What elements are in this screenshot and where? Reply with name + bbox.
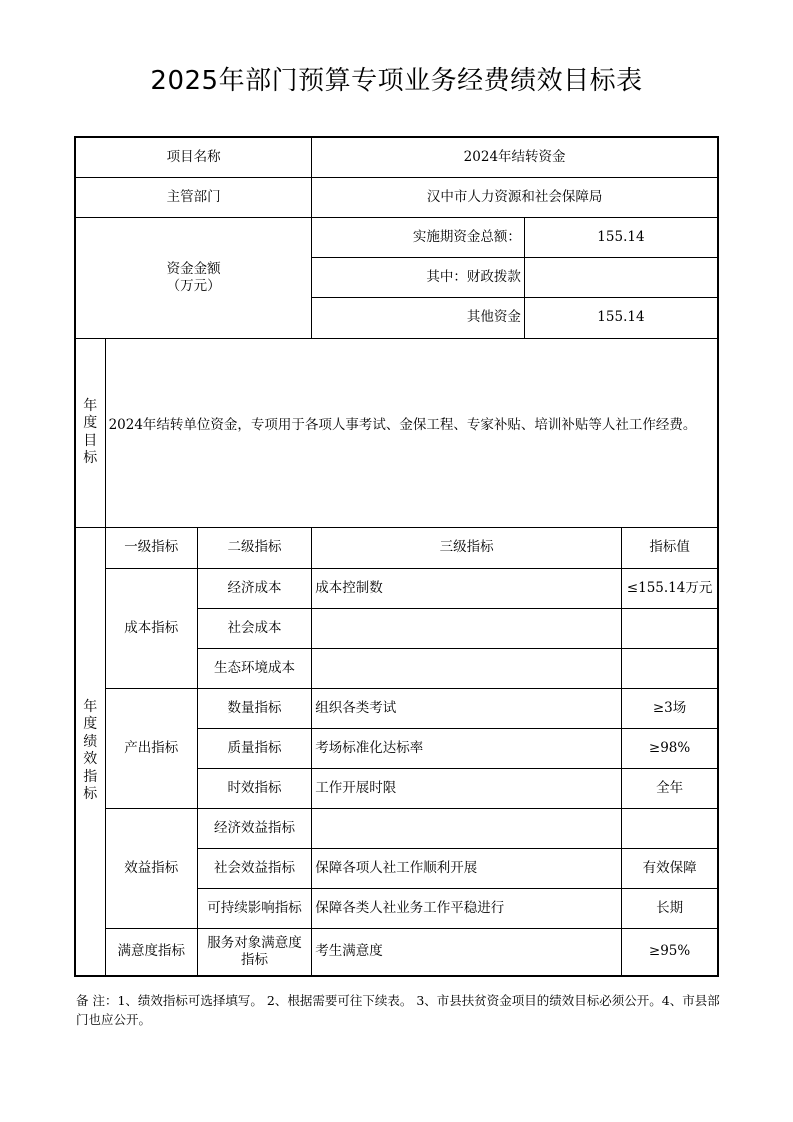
fiscal-funds-value (524, 257, 718, 297)
cost-level2: 生态环境成本 (197, 648, 311, 688)
project-name-label: 项目名称 (75, 137, 312, 177)
header-value: 指标值 (622, 527, 718, 568)
annual-goal-text: 2024年结转单位资金，专项用于各项人事考试、金保工程、专家补贴、培训补贴等人社工作经费。 (105, 338, 718, 527)
output-value: ≥3场 (622, 688, 718, 728)
benefit-value: 长期 (622, 888, 718, 928)
other-funds-value: 155.14 (524, 297, 718, 338)
page-title: 2025年部门预算专项业务经费绩效目标表 (150, 66, 643, 96)
total-funds-label: 实施期资金总额： (312, 217, 525, 257)
cost-level3: 成本控制数 (312, 568, 622, 608)
satisfaction-level2: 服务对象满意度指标 (197, 928, 311, 976)
output-level2: 质量指标 (197, 728, 311, 768)
benefit-value: 有效保障 (622, 848, 718, 888)
cost-level2: 经济成本 (197, 568, 311, 608)
department-label: 主管部门 (75, 177, 312, 217)
annual-goal-label: 年 度 目 标 (75, 338, 105, 527)
output-value: ≥98% (622, 728, 718, 768)
output-level2: 时效指标 (197, 768, 311, 808)
benefit-level3: 保障各类人社业务工作平稳进行 (312, 888, 622, 928)
satisfaction-indicator-label: 满意度指标 (105, 928, 197, 976)
project-name-value: 2024年结转资金 (312, 137, 718, 177)
cost-value (622, 608, 718, 648)
output-value: 全年 (622, 768, 718, 808)
output-level3: 组织各类考试 (312, 688, 622, 728)
header-level1: 一级指标 (105, 527, 197, 568)
benefit-level2: 可持续影响指标 (197, 888, 311, 928)
cost-value (622, 648, 718, 688)
output-level2: 数量指标 (197, 688, 311, 728)
header-level2: 二级指标 (197, 527, 311, 568)
output-indicator-label: 产出指标 (105, 688, 197, 808)
benefit-level2: 社会效益指标 (197, 848, 311, 888)
cost-level3 (312, 648, 622, 688)
performance-target-table (74, 136, 719, 977)
cost-value: ≤155.14万元 (622, 568, 718, 608)
output-level3: 考场标准化达标率 (312, 728, 622, 768)
satisfaction-value: ≥95% (622, 928, 718, 976)
funds-label: 资金金额 (166, 260, 221, 277)
benefit-level2: 经济效益指标 (197, 808, 311, 848)
header-level3: 三级指标 (312, 527, 622, 568)
fiscal-funds-label: 其中：财政拨款 (312, 257, 525, 297)
footnote: 备 注：1、绩效指标可选择填写。 2、根据需要可往下续表。 3、市县扶贫资金项目的绩效目标必须公开。4、市县部门也应公开。 (76, 993, 720, 1027)
department-value: 汉中市人力资源和社会保障局 (312, 177, 718, 217)
funds-label-cell (75, 217, 312, 338)
benefit-level3 (312, 808, 622, 848)
benefit-indicator-label: 效益指标 (105, 808, 197, 928)
cost-indicator-label: 成本指标 (105, 568, 197, 688)
cost-level2: 社会成本 (197, 608, 311, 648)
cost-level3 (312, 608, 622, 648)
total-funds-value: 155.14 (524, 217, 718, 257)
output-level3: 工作开展时限 (312, 768, 622, 808)
performance-indicators-label: 年 度 绩 效 指 标 (75, 527, 105, 976)
funds-unit: （万元） (166, 277, 221, 294)
benefit-value (622, 808, 718, 848)
satisfaction-level3: 考生满意度 (312, 928, 622, 976)
benefit-level3: 保障各项人社工作顺利开展 (312, 848, 622, 888)
other-funds-label: 其他资金 (312, 297, 525, 338)
